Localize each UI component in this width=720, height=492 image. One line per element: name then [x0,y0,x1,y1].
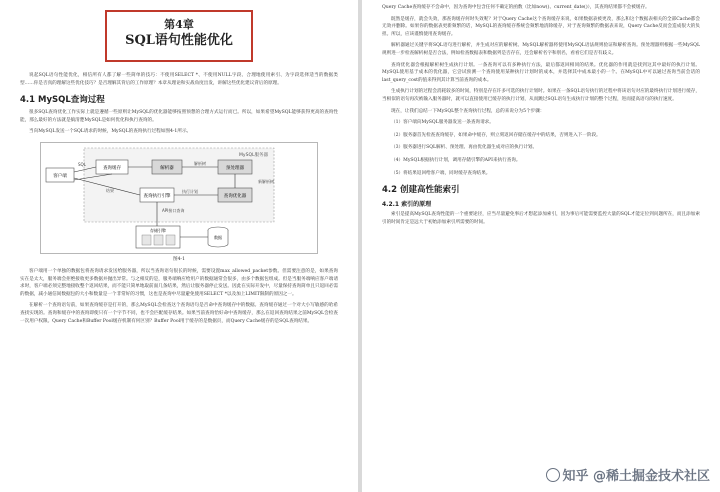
client-label: 客户端 [53,173,67,179]
watermark [546,465,710,484]
preprocessor-label: 预处理器 [226,165,244,171]
paragraph: 现在，让我们总结一下MySQL整个查询执行过程，总的来说分为5个步骤： [391,108,545,114]
paragraph: Query Cache查询缓存不会命中，因为查询中包含任何不确定的函数（比如now()、current_date()），其查询结果都不会被缓存。 [382,5,650,10]
paragraph: 在解析一个查询语句前，如果查询缓存是打开的，那么MySQL会检查这个查询语句是否命中查询缓存中的数据。查询缓存通过一个对大小写敏感的哈希查找实现的。查询和缓存中的查询即使只有一个字节不同，也不会匹配缓存结果。如果当前查询恰好命中查询缓存，那么在返回查询结果之前MySQL会检查一次用户权限。Query Cache和Buffer Pool缓存机制有何区别？Buffer Pool用于缓存的是数据页，而Query Cache缓存的是SQL查询结果。 [20,303,338,324]
paragraph: 客户端用一个单独的数据包将查询请求发送给服务器，所以当查询语句很长的时候，需要设置max_allowed_packet参数。但需要注意的是，如果查询实在是太大，服务端会拒绝接收更多数据并抛出异常。与之相反的是，服务端响应给用户的数据通常会很多，由多个数据包组成。但是当服务端响应客户端请求时，客户端必须完整地接收整个返回结果，而不能只简单地取前面几条结果，然后让服务器停止发送。因此在实际开发中，尽量保持查询简单且只返回必需的数据，减小通信间数据包的大小和数量是一个非常好的习惯，这也是查询中尽量避免使用SELECT *以及加上LIMIT限制的原因之一。 [20,268,338,297]
section-title: 4.2 创建高性能索引 [382,185,460,196]
query-flow-diagram [40,142,318,254]
storage-engine-label: 存储引擎 [150,227,166,233]
sql-label: SQL [78,161,86,167]
data-label: 数据 [214,234,222,240]
watermark-text: 知乎 @稀土掘金技术社区 [562,469,710,484]
parser-label: 解析器 [160,165,174,171]
parse-tree-label: 解析树 [194,160,206,166]
new-parse-tree-label: 新解析树 [258,178,274,184]
paragraph: 查询优化器会根据解析树生成执行计划。一条查询可以有多种执行方法，最后都返回相同的结果。优化器的作用就是找到这其中最好的执行计划。MySQL使用基于成本的优化器，它尝试预测一个查询使用某种执行计划时的成本，并选择其中成本最小的一个。在MySQL中可以通过查询当前会话的last_query_cost的值来得到其计算当前查询的成本。 [382,62,700,83]
result-label: 结果 [106,187,114,193]
list-item: （3）服务器进行SQL解析、预处理、再由优化器生成对应的执行计划。 [391,145,538,151]
chapter-header [105,10,253,62]
paragraph: 解析器通过关键字将SQL语句进行解析，并生成对应的解析树。MySQL解析器将使用MySQL语法规则验证和解析查询。预处理器则根据一些MySQL规则进一步检查解析树是否合法，例如检查数据表和数据列是否存在，还会解析名字和别名，看看它们是否有歧义。 [382,43,700,56]
figure-caption: 图4-1 [173,256,185,262]
list-item: （4）MySQL根据执行计划，调用存储引擎的API来执行查询。 [391,157,521,163]
optimizer-label: 查询优化器 [223,193,247,199]
intro-paragraph: 说起SQL语句性能优化，相信所有人都了解一些简单的技巧：不使用SELECT *、不使用NULL字段、合理地使用索引、为字段选择适当的数据类型……你是否真的理解这些优化技巧？是否理解其背后的工作原理？本章从理论和实战角度出发，讲解这些优化建议背后的原理。 [20,73,338,86]
paragraph: 索引是提高MySQL查询性能的一个重要途径，应当尽量避免事后才想起添加索引，因为事后可能需要监控大量的SQL才能定位到问题所在，而且添加索引的时间肯定是远大于初始添加索引所需要的时间。 [382,212,700,225]
paragraph: 当向MySQL发送一个SQL请求的时候，MySQL的查询执行过程如图4-1所示。 [29,129,192,135]
left-page [0,0,358,492]
zhihu-logo-icon [546,468,560,482]
paragraph: 生成执行计划的过程会消耗较多的时间，特别是存在许多可选的执行计划时。如果在一条SQL语句执行的过程中将该语句对应的最终执行计划进行缓存，当相似的语句再次被输入服务器时，就可以直接使用已缓存的执行计划，从而跳过SQL语句生成执行计划的整个过程，进而提高语句的执行速度。 [382,89,700,102]
list-item: （2）服务器首先检查查询缓存，如果命中缓存，则立刻返回存储在缓存中的结果，否则进入下一阶段。 [391,132,601,138]
query-flow-figure [40,142,318,254]
chapter-title: SQL语句性能优化 [125,33,233,48]
exec-plan-label: 执行计划 [182,188,198,194]
section-title: 4.1 MySQL查询过程 [20,95,105,106]
api-label: API接口查询 [162,207,185,213]
paragraph: 既然是缓存，就会失效，那查询缓存何时失效呢？对于Query Cache这个查询缓存来说，如果数据表被更改，那么和这个数据表相关的全部Cache都会无效并删除。如果你的数据表更新频繁的话，MySQL的查询缓存系统会频繁地清除缓存，对于查询频繁的数据表来说，Query Cache反而会造成很大的负担。所以，应该谨慎使用查询缓存。 [382,16,700,37]
query-cache-label: 查询缓存 [103,165,121,171]
paragraph: 很多SQL查询优化工作实际上就是遵循一些原则让MySQL的优化器能够按照预想的合理方式运行而已。所以，如果希望MySQL能够获得更高的查询性能，那么最好的方法就是搞清楚MySQL是如何优化和执行查询的。 [20,110,338,123]
server-label: MySQL服务器 [239,152,268,158]
subsection-title: 4.2.1 索引的原理 [382,201,432,209]
chapter-number: 第4章 [164,18,194,31]
right-page [362,0,720,492]
list-item: （5）将结果返回给客户端，同时缓存查询结果。 [391,170,491,176]
list-item: （1）客户端向MySQL服务器发送一条查询请求。 [391,120,494,126]
query-engine-label: 查询执行引擎 [143,193,171,199]
